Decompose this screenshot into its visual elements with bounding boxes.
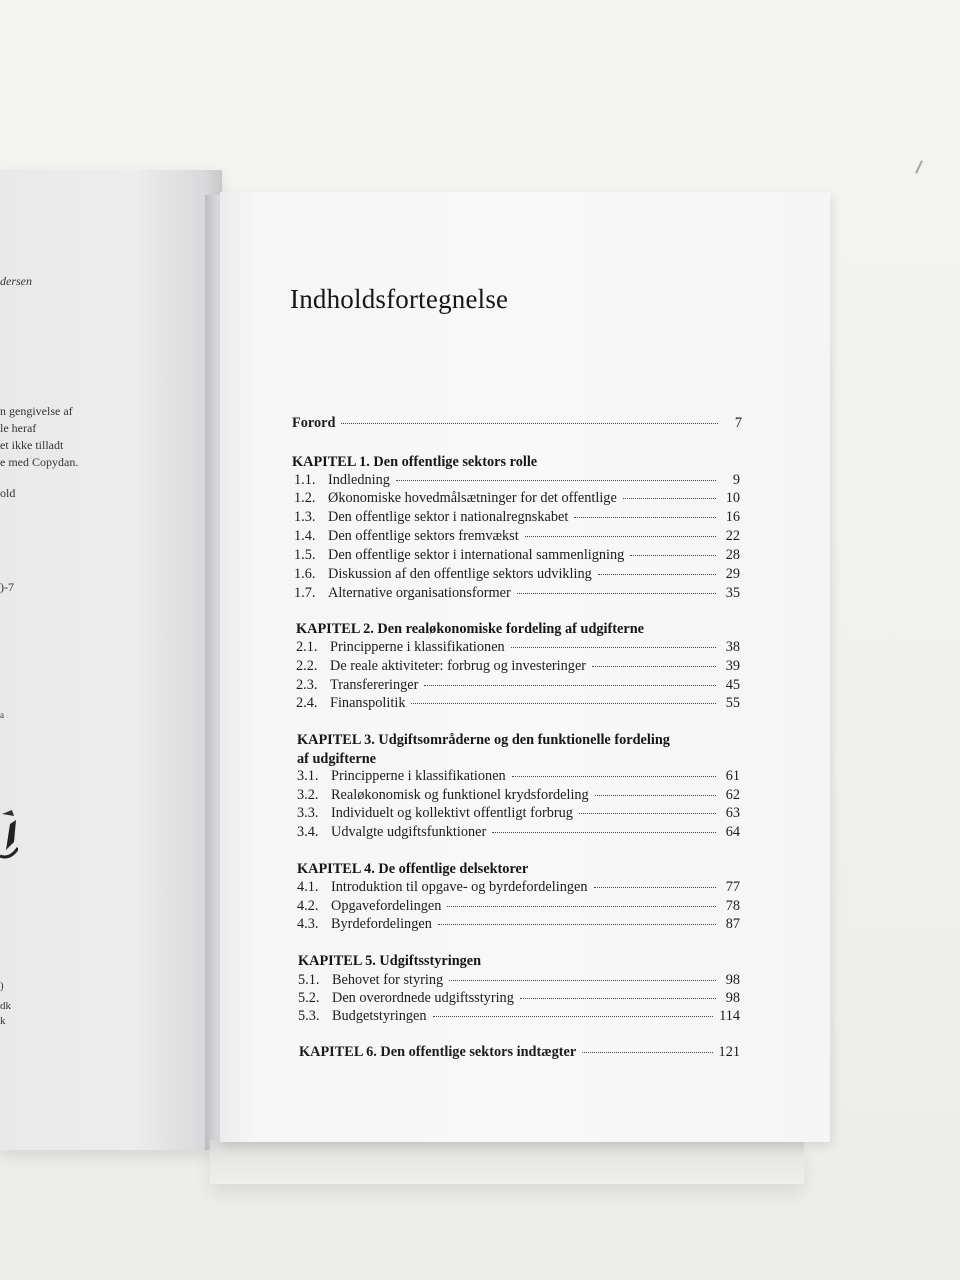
section-number: 1.3. [294, 509, 316, 525]
toc-entry[interactable] [298, 990, 740, 1007]
toc-entry-label: Indledning [328, 472, 390, 488]
left-fragment: e med Copydan. [0, 455, 79, 469]
chapter-heading[interactable]: KAPITEL 4. De offentlige delsektorer [297, 861, 529, 877]
left-page [0, 170, 222, 1150]
dot-leader [594, 887, 717, 888]
dot-leader [433, 1016, 714, 1017]
dot-leader [424, 685, 716, 686]
toc-entry[interactable] [294, 566, 740, 583]
toc-entry-label: Alternative organisationsformer [328, 585, 511, 601]
toc-entry-chapter-6[interactable] [299, 1044, 740, 1061]
toc-entry[interactable] [297, 805, 740, 822]
toc-entry-label: Udvalgte udgiftsfunktioner [331, 824, 487, 840]
toc-page [220, 192, 830, 1142]
section-number: 5.2. [298, 990, 320, 1006]
toc-page-number: 98 [725, 972, 740, 988]
dot-leader [517, 593, 716, 594]
toc-entry-label: Introduktion til opgave- og byrdefordelingen [331, 879, 588, 895]
left-fragment: )-7 [0, 580, 14, 594]
toc-entry-label: Behovet for styring [332, 972, 444, 988]
section-number: 1.5. [294, 547, 316, 563]
toc-entry[interactable] [297, 768, 740, 785]
section-number: 4.2. [297, 898, 319, 914]
toc-entry-foreword[interactable] [292, 415, 742, 432]
toc-page-number: 7 [734, 415, 742, 431]
toc-page-number: 62 [725, 787, 740, 803]
toc-entry-label: Økonomiske hovedmålsætninger for det offentlige [328, 490, 617, 506]
toc-entry[interactable] [294, 490, 740, 507]
dot-leader [598, 574, 716, 575]
section-number: 5.1. [298, 972, 320, 988]
toc-page-number: 39 [725, 658, 740, 674]
toc-entry-label: Byrdefordelingen [331, 916, 432, 932]
dot-leader [396, 480, 716, 481]
dot-leader [341, 423, 718, 424]
section-number: 2.1. [296, 639, 318, 655]
toc-page-number: 61 [725, 768, 740, 784]
toc-entry[interactable] [297, 879, 740, 896]
paper-mark [915, 160, 923, 174]
toc-entry-label: Den offentlige sektor i international sammenligning [328, 547, 625, 563]
dot-leader [582, 1052, 712, 1053]
section-number: 3.3. [297, 805, 319, 821]
section-number: 3.1. [297, 768, 319, 784]
toc-entry[interactable] [297, 898, 740, 915]
section-number: 3.2. [297, 787, 319, 803]
toc-entry-label: Budgetstyringen [332, 1008, 427, 1024]
toc-page-number: 29 [725, 566, 740, 582]
left-fragment: old [0, 486, 16, 500]
chapter-heading-continuation: af udgifterne [297, 751, 377, 767]
toc-entry[interactable] [298, 1008, 740, 1025]
toc-page-number: 114 [719, 1008, 740, 1024]
toc-entry-label: De reale aktiviteter: forbrug og investeringer [330, 658, 587, 674]
toc-page-number: 87 [725, 916, 740, 932]
dot-leader [595, 795, 716, 796]
toc-page-number: 10 [725, 490, 740, 506]
section-number: 1.2. [294, 490, 316, 506]
dot-leader [592, 666, 716, 667]
section-number: 2.2. [296, 658, 318, 674]
section-number: 2.3. [296, 677, 318, 693]
toc-entry-label: Opgavefordelingen [331, 898, 442, 914]
toc-page-number: 78 [725, 898, 740, 914]
dot-leader [449, 980, 716, 981]
dot-leader [579, 813, 716, 814]
toc-entry[interactable] [296, 658, 740, 675]
toc-page-number: 9 [732, 472, 740, 488]
section-number: 2.4. [296, 695, 318, 711]
section-number: 1.4. [294, 528, 316, 544]
toc-entry-label: Principperne i klassifikationen [331, 768, 506, 784]
dot-leader [520, 998, 716, 999]
toc-entry-label: Den offentlige sektor i nationalregnskabet [328, 509, 569, 525]
chapter-heading[interactable]: KAPITEL 1. Den offentlige sektors rolle [292, 454, 538, 470]
section-number: 3.4. [297, 824, 319, 840]
toc-page-number: 45 [725, 677, 740, 693]
toc-page-number: 64 [725, 824, 740, 840]
left-fragment: et ikke tilladt [0, 438, 64, 452]
dot-leader [447, 906, 716, 907]
toc-entry[interactable] [294, 547, 740, 564]
toc-entry-label: Diskussion af den offentlige sektors udvikling [328, 566, 592, 582]
section-number: 1.7. [294, 585, 316, 601]
left-fragment: a [0, 710, 4, 720]
toc-entry[interactable] [298, 972, 740, 989]
dot-leader [492, 832, 716, 833]
chapter-heading[interactable]: KAPITEL 2. Den realøkonomiske fordeling af udgifterne [296, 621, 645, 637]
toc-entry[interactable] [296, 639, 740, 656]
toc-entry[interactable] [297, 824, 740, 841]
toc-page-number: 121 [718, 1044, 740, 1060]
toc-entry-label: Transfereringer [330, 677, 419, 693]
section-number: 5.3. [298, 1008, 320, 1024]
section-number: 1.6. [294, 566, 316, 582]
dot-leader [411, 703, 716, 704]
dot-leader [623, 498, 716, 499]
toc-entry-label: Den overordnede udgiftsstyring [332, 990, 514, 1006]
toc-entry[interactable] [297, 916, 740, 933]
toc-entry-label: KAPITEL 6. Den offentlige sektors indtægter [299, 1044, 577, 1060]
page-title: Indholdsfortegnelse [290, 284, 509, 314]
toc-entry-label: Forord [292, 415, 336, 431]
toc-entry-label: Principperne i klassifikationen [330, 639, 505, 655]
dot-leader [574, 517, 716, 518]
toc-page-number: 38 [725, 639, 740, 655]
dot-leader [630, 555, 716, 556]
chapter-heading[interactable]: KAPITEL 5. Udgiftsstyringen [298, 953, 482, 969]
toc-entry-label: Den offentlige sektors fremvækst [328, 528, 519, 544]
left-fragment: k [0, 1015, 6, 1027]
section-number: 1.1. [294, 472, 316, 488]
toc-page-number: 63 [725, 805, 740, 821]
left-fragment: le heraf [0, 421, 37, 435]
dot-leader [512, 776, 716, 777]
toc-entry[interactable] [294, 528, 740, 545]
toc-entry[interactable] [296, 677, 740, 694]
toc-entry-label: Finanspolitik [330, 695, 406, 711]
toc-page-number: 16 [725, 509, 740, 525]
toc-entry[interactable] [296, 695, 740, 712]
dot-leader [525, 536, 716, 537]
toc-entry[interactable] [294, 472, 740, 489]
toc-page-number: 55 [725, 695, 740, 711]
swan-ecolabel-icon [0, 810, 18, 870]
toc-page-number: 22 [725, 528, 740, 544]
section-number: 4.1. [297, 879, 319, 895]
toc-entry[interactable] [297, 787, 740, 804]
section-number: 4.3. [297, 916, 319, 932]
left-fragment: dk [0, 1000, 11, 1012]
left-fragment: ) [0, 980, 4, 992]
book-edge [210, 1140, 804, 1184]
dot-leader [438, 924, 716, 925]
toc-entry[interactable] [294, 585, 740, 602]
toc-entry-label: Individuelt og kollektivt offentligt forbrug [331, 805, 573, 821]
left-fragment: dersen [0, 274, 32, 288]
toc-page-number: 28 [725, 547, 740, 563]
chapter-heading[interactable]: KAPITEL 3. Udgiftsområderne og den funktionelle fordeling [297, 732, 670, 748]
toc-entry[interactable] [294, 509, 740, 526]
toc-page-number: 98 [725, 990, 740, 1006]
dot-leader [511, 647, 716, 648]
toc-entry-label: Realøkonomisk og funktionel krydsfordeling [331, 787, 589, 803]
left-fragment: n gengivelse af [0, 404, 73, 418]
toc-page-number: 77 [725, 879, 740, 895]
toc-page-number: 35 [725, 585, 740, 601]
